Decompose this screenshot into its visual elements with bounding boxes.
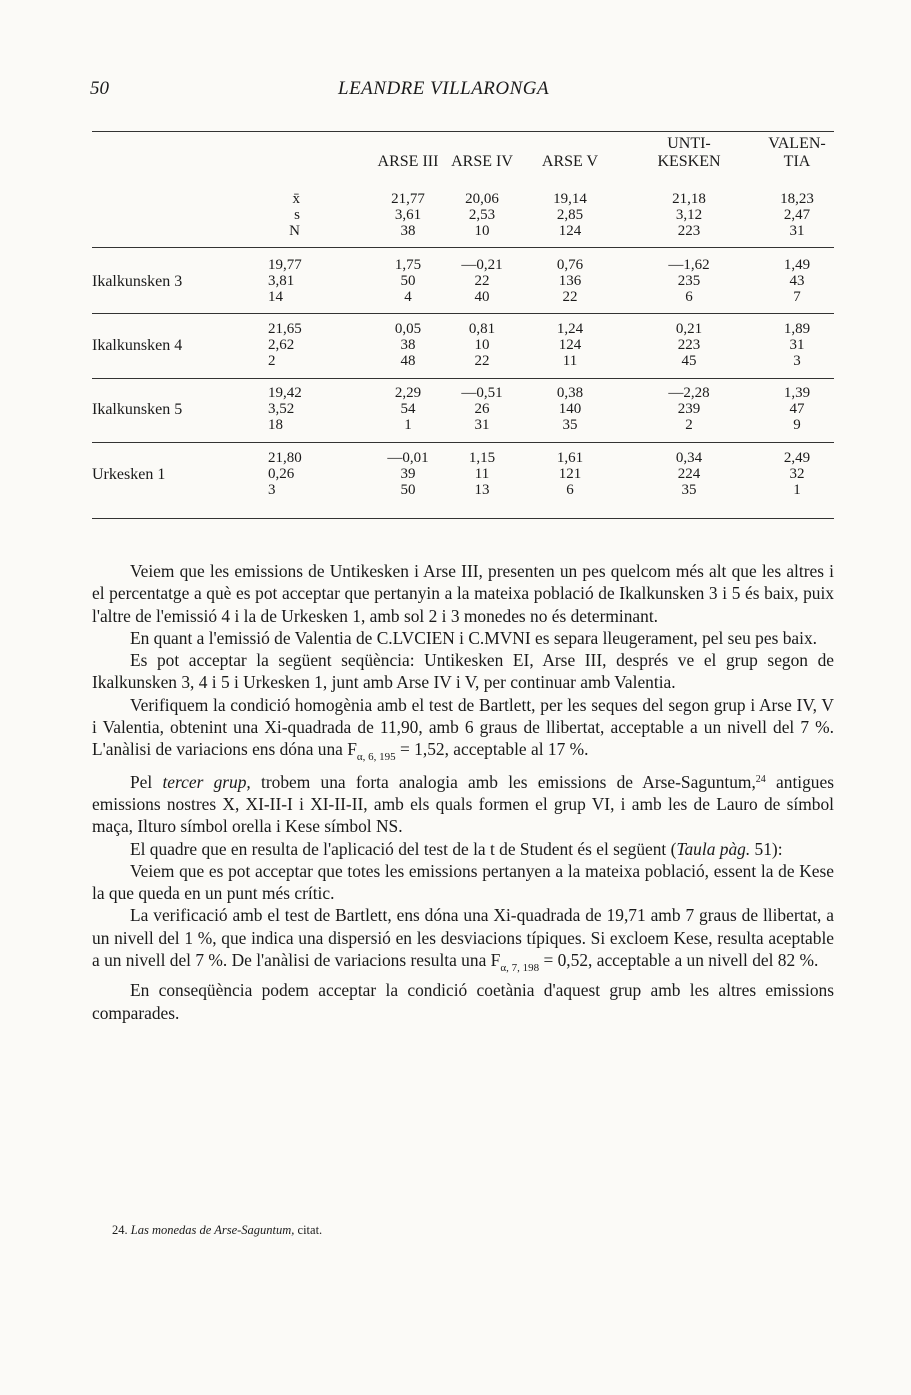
table-cell: 6 [566, 482, 574, 498]
table-cell: 22 [474, 273, 490, 289]
stat-label: x̄ [292, 191, 300, 207]
table-cell: 54 [400, 401, 416, 417]
table-cell: 48 [400, 353, 416, 369]
table-cell: 22 [474, 353, 490, 369]
table-cell: 2,29 [394, 385, 422, 401]
stat-value: 21,77 [391, 191, 425, 207]
table-cell: 26 [474, 401, 490, 417]
column-header: ARSE V [541, 153, 599, 170]
running-title: LEANDRE VILLARONGA [338, 78, 550, 99]
table-cell: 4 [404, 289, 412, 305]
table-cell: 32 [789, 466, 805, 482]
page-number: 50 [90, 78, 109, 99]
paragraph: Verifiquem la condició homogènia amb el test de Bartlett, per les seques del segon grup i Arse IV, V i Valentia, obtenint una Xi-quadrada de 11,90, amb 6 graus de llibertat, acceptable a un nivell del 7 %. L'anàlisi de variacions ens dóna una $F_{\alpha, 6, 195} = 1,52$, acceptable al 17 %. [92, 694, 834, 764]
footnote: 24. Las monedas de Arse-Saguntum, citat. [112, 1223, 323, 1237]
row-stat: 18 [268, 417, 283, 433]
table-cell: 3 [793, 353, 801, 369]
row-stat: 19,77 [268, 257, 302, 273]
table-cell: 39 [400, 466, 416, 482]
row-stat: 14 [268, 289, 283, 305]
table-cell: —1,62 [668, 257, 710, 273]
row-stat: 3 [268, 482, 276, 498]
column-header: ARSE IV [451, 153, 513, 170]
paragraph: Veiem que les emissions de Untikesken i Arse III, presenten un pes quelcom més alt que les altres i el percentatge a què es pot acceptar que pertanyin a la mateixa població de Ikalkunsken 3 i 5 és baix, puix l'altre de l'emissió 4 i la de Urkesken 1, amb sol 2 i 3 monedes no és determinant. [92, 561, 834, 626]
column-header: UNTI- [667, 135, 711, 152]
table-cell: 0,05 [394, 321, 422, 337]
stat-label: s [294, 207, 300, 223]
table-cell: 1,15 [468, 450, 496, 466]
row-stat: 3,52 [268, 401, 295, 417]
table-cell: 47 [789, 401, 805, 417]
table-cell: 235 [677, 273, 701, 289]
table-cell: 224 [677, 466, 701, 482]
table-cell: 38 [400, 337, 416, 353]
table-cell: 0,21 [675, 321, 703, 337]
stat-value: 3,61 [394, 207, 422, 223]
table-cell: 9 [793, 417, 801, 433]
column-header: KESKEN [657, 153, 721, 170]
column-header: TIA [783, 153, 811, 170]
row-stat: 0,26 [268, 466, 295, 482]
table-rule [92, 442, 834, 443]
table-cell: 239 [677, 401, 701, 417]
table-cell: 50 [400, 482, 416, 498]
column-header: ARSE III [377, 153, 439, 170]
table-cell: 124 [558, 337, 582, 353]
table-cell: 1,61 [556, 450, 584, 466]
table-cell: 1 [793, 482, 801, 498]
table-cell: 43 [789, 273, 805, 289]
table-cell: 1,89 [783, 321, 811, 337]
table-cell: 0,34 [675, 450, 703, 466]
table-cell: 223 [677, 337, 701, 353]
table-cell: 40 [474, 289, 490, 305]
table-cell: 13 [474, 482, 490, 498]
stat-value: 223 [677, 223, 701, 239]
stat-value: 2,53 [468, 207, 496, 223]
paragraph: Veiem que es pot acceptar que totes les emissions pertanyen a la mateixa població, essent la de Kese la que queda en un punt més crític. [92, 860, 834, 904]
table-cell: 50 [400, 273, 416, 289]
table-cell: —2,28 [668, 385, 710, 401]
paragraph: El quadre que en resulta de l'aplicació del test de la t de Student és el següent (Taula pàg. 51): [130, 838, 783, 859]
row-stat: 21,80 [268, 450, 302, 466]
row-stat: 2,62 [268, 337, 295, 353]
column-header: VALEN- [768, 135, 826, 152]
stat-value: 3,12 [675, 207, 703, 223]
row-label: Ikalkunsken 3 [92, 273, 183, 290]
table-rule [92, 518, 834, 519]
table-cell: 10 [474, 337, 490, 353]
table-rule [92, 247, 834, 248]
paragraph: Pel tercer grup, trobem una forta analogia amb les emissions de Arse-Saguntum,$^{24}$ antigues emissions nostres X, XI-II-I i XI-II-II, amb els quals formen el grup VI, i amb les de Lauro de símbol maça, Ilturo símbol orella i Kese símbol NS. [92, 771, 834, 837]
row-label: Ikalkunsken 5 [92, 401, 183, 418]
table-cell: —0,01 [387, 450, 429, 466]
table-cell: 11 [474, 466, 490, 482]
stat-value: 124 [558, 223, 582, 239]
table-cell: 0,38 [556, 385, 584, 401]
stat-value: 21,18 [672, 191, 706, 207]
paragraph: En quant a l'emissió de Valentia de C.LVCIEN i C.MVNI es separa lleugerament, pel seu pes baix. [130, 627, 818, 648]
table-cell: 35 [681, 482, 697, 498]
stat-value: 20,06 [465, 191, 499, 207]
stat-value: 2,85 [556, 207, 584, 223]
table-cell: 2,49 [783, 450, 811, 466]
row-stat: 19,42 [268, 385, 302, 401]
table-cell: 2 [685, 417, 693, 433]
table-cell: 1 [404, 417, 412, 433]
table-cell: 121 [558, 466, 582, 482]
stat-value: 19,14 [553, 191, 587, 207]
table-cell: 35 [562, 417, 578, 433]
table-cell: 1,24 [556, 321, 584, 337]
stat-value: 18,23 [780, 191, 814, 207]
table-cell: 136 [558, 273, 582, 289]
table-cell: 11 [562, 353, 578, 369]
table-cell: 7 [793, 289, 801, 305]
stat-label: N [289, 223, 300, 239]
table-cell: 0,81 [468, 321, 496, 337]
paragraph: La verificació amb el test de Bartlett, ens dóna una Xi-quadrada de 19,71 amb 7 graus de llibertat, a un nivell del 1 %, que indica una dispersió en les desviacions típiques. Si excloem Kese, resulta aceptable a un nivell del 7 %. De l'anàlisi de variacions resulta una $F_{\alpha, 7, 198} = 0,52$, acceptable a un nivell del 82 %. [92, 905, 834, 975]
paragraph: En conseqüència podem acceptar la condició coetània d'aquest grup amb les altres emissions comparades. [92, 980, 834, 1023]
stat-value: 38 [400, 223, 416, 239]
stat-value: 10 [474, 223, 490, 239]
row-label: Ikalkunsken 4 [92, 337, 183, 354]
table-cell: —0,21 [461, 257, 503, 273]
table-cell: 1,75 [394, 257, 422, 273]
table-cell: 140 [558, 401, 582, 417]
table-rule [92, 378, 834, 379]
table-cell: 31 [789, 337, 805, 353]
row-label: Urkesken 1 [92, 466, 166, 483]
paragraph: Es pot acceptar la següent seqüència: Untikesken EI, Arse III, després ve el grup segon de Ikalkunsken 3, 4 i 5 i Urkesken 1, junt amb Arse IV i V, per continuar amb Valentia. [92, 650, 834, 693]
stat-value: 31 [789, 223, 805, 239]
table-cell: 0,76 [556, 257, 584, 273]
table-cell: —0,51 [461, 385, 503, 401]
row-stat: 2 [268, 353, 276, 369]
row-stat: 21,65 [268, 321, 302, 337]
table-cell: 22 [562, 289, 578, 305]
table-rule [92, 131, 834, 132]
table-cell: 6 [685, 289, 693, 305]
row-stat: 3,81 [268, 273, 295, 289]
body-text [92, 560, 834, 1024]
footnote-ref: 24 [755, 773, 766, 785]
table-cell: 31 [474, 417, 490, 433]
table-cell: 1,39 [783, 385, 811, 401]
stat-value: 2,47 [783, 207, 811, 223]
table-rule [92, 313, 834, 314]
table-cell: 1,49 [783, 257, 811, 273]
table-cell: 45 [681, 353, 697, 369]
